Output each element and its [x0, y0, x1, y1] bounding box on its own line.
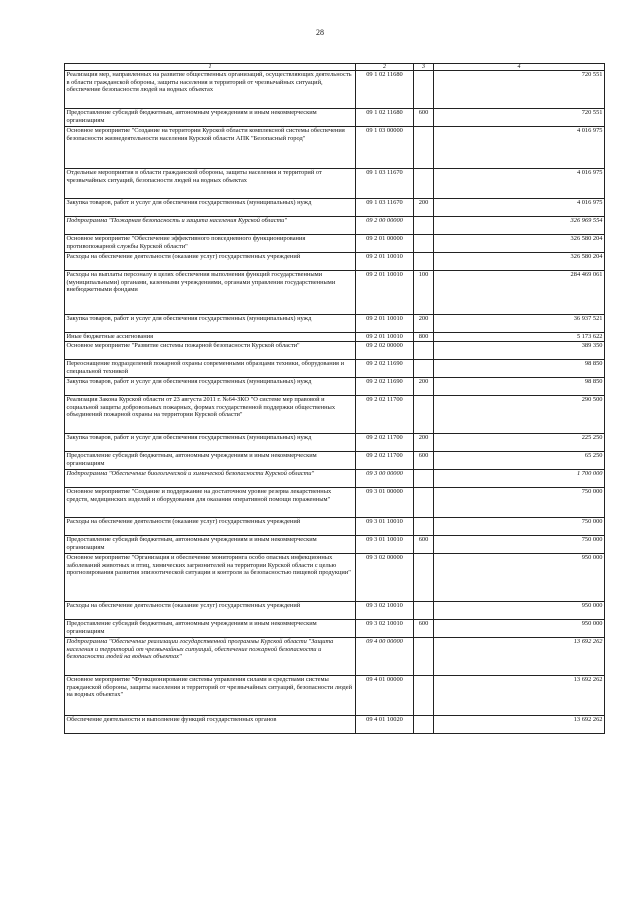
row-sum-cell: 5 173 622	[434, 333, 605, 342]
row-code-cell: 09 2 02 11700	[356, 396, 414, 434]
row-type-cell	[414, 342, 434, 360]
row-code-cell: 09 3 01 00000	[356, 488, 414, 518]
table-row	[65, 536, 605, 554]
row-code-cell: 09 2 02 11690	[356, 360, 414, 378]
table-row	[65, 378, 605, 396]
table-row	[65, 638, 605, 676]
row-code-cell: 09 2 01 10010	[356, 315, 414, 333]
header-cell-type: 3	[414, 64, 434, 71]
row-code-cell: 09 3 02 10010	[356, 602, 414, 620]
row-sum-cell: 750 000	[434, 536, 605, 554]
row-name-cell: Подпрограмма "Пожарная безопасность и защита населения Курской области"	[65, 217, 356, 235]
row-code-cell: 09 3 00 00000	[356, 470, 414, 488]
row-code-cell: 09 2 02 00000	[356, 342, 414, 360]
row-name-cell: Закупка товаров, работ и услуг для обеспечения государственных (муниципальных) нужд	[65, 315, 356, 333]
page-number: 28	[316, 28, 324, 37]
row-code-cell: 09 2 02 11690	[356, 378, 414, 396]
row-sum-cell: 326 580 204	[434, 253, 605, 271]
row-sum-cell: 4 016 975	[434, 127, 605, 169]
row-name-cell: Основное мероприятие "Функционирование системы управления силами и средствами системы гражданской обороны, защиты населения и территорий от чрезвычайных ситуаций, безопасности людей на водных объектах"	[65, 676, 356, 716]
row-name-cell: Отдельные мероприятия в области гражданской обороны, защиты населения и территорий от чрезвычайных ситуаций, безопасности людей на водных объектах	[65, 169, 356, 199]
table-row	[65, 716, 605, 734]
row-type-cell	[414, 127, 434, 169]
row-name-cell: Расходы на выплаты персоналу в целях обеспечения выполнения функций государственными (муниципальными) органами, казенными учреждениями, органами управления государственными внебюджетными фондами	[65, 271, 356, 315]
row-name-cell: Переоснащение подразделений пожарной охраны современными образцами техники, оборудования и специальной техникой	[65, 360, 356, 378]
row-name-cell: Реализация Закона Курской области от 23 августа 2011 г. №64-ЗКО "О системе мер правовой и социальной защиты добровольных пожарных, формах государственной поддержки общественных объединений пожарной охраны на территории Курской области"	[65, 396, 356, 434]
header-row	[65, 64, 605, 71]
row-code-cell: 09 1 02 11680	[356, 71, 414, 109]
row-type-cell	[414, 169, 434, 199]
row-name-cell: Основное мероприятие "Создание на территории Курской области комплексной системы обеспечения безопасности жизнедеятельности населения Курской области АПК "Безопасный город"	[65, 127, 356, 169]
row-type-cell	[414, 602, 434, 620]
row-sum-cell: 1 700 000	[434, 470, 605, 488]
row-name-cell: Расходы на обеспечение деятельности (оказание услуг) государственных учреждений	[65, 253, 356, 271]
row-type-cell	[414, 716, 434, 734]
row-name-cell: Обеспечение деятельности и выполнение функций государственных органов	[65, 716, 356, 734]
row-code-cell: 09 2 00 00000	[356, 217, 414, 235]
row-name-cell: Предоставление субсидий бюджетным, автономным учреждениям и иным некоммерческим организациям	[65, 109, 356, 127]
row-type-cell: 600	[414, 452, 434, 470]
row-name-cell: Подпрограмма "Обеспечение биологической и химической безопасности Курской области"	[65, 470, 356, 488]
row-sum-cell: 950 000	[434, 602, 605, 620]
row-name-cell: Закупка товаров, работ и услуг для обеспечения государственных (муниципальных) нужд	[65, 378, 356, 396]
table-row	[65, 127, 605, 169]
row-type-cell: 600	[414, 109, 434, 127]
row-code-cell: 09 1 03 11670	[356, 199, 414, 217]
row-type-cell: 200	[414, 434, 434, 452]
row-name-cell: Предоставление субсидий бюджетным, автономным учреждениям и иным некоммерческим организациям	[65, 452, 356, 470]
table-row	[65, 315, 605, 333]
row-name-cell: Предоставление субсидий бюджетным, автономным учреждениям и иным некоммерческим организациям	[65, 536, 356, 554]
row-type-cell: 800	[414, 333, 434, 342]
row-code-cell: 09 2 02 11700	[356, 452, 414, 470]
row-name-cell: Основное мероприятие "Создание и поддержание на достаточном уровне резерва лекарственных средств, медицинских изделий и оборудования для оказания оперативной помощи пораженным"	[65, 488, 356, 518]
row-type-cell	[414, 217, 434, 235]
row-sum-cell: 389 350	[434, 342, 605, 360]
row-code-cell: 09 2 02 11700	[356, 434, 414, 452]
row-code-cell: 09 1 02 11680	[356, 109, 414, 127]
row-code-cell: 09 3 01 10010	[356, 518, 414, 536]
row-name-cell: Подпрограмма "Обеспечение реализации государственной программы Курской области "Защита населения и территорий от чрезвычайных ситуаций, обеспечение пожарной безопасности и безопасности людей на водных объектах"	[65, 638, 356, 676]
row-type-cell	[414, 360, 434, 378]
row-sum-cell: 225 250	[434, 434, 605, 452]
row-sum-cell: 13 692 262	[434, 638, 605, 676]
row-sum-cell: 290 500	[434, 396, 605, 434]
row-type-cell	[414, 71, 434, 109]
row-type-cell	[414, 488, 434, 518]
table-body	[65, 71, 605, 734]
row-type-cell	[414, 554, 434, 602]
table-row	[65, 676, 605, 716]
header-cell-code: 2	[356, 64, 414, 71]
row-code-cell: 09 3 02 10010	[356, 620, 414, 638]
row-code-cell: 09 4 01 10020	[356, 716, 414, 734]
table-row	[65, 620, 605, 638]
table-row	[65, 217, 605, 235]
row-sum-cell: 13 692 262	[434, 676, 605, 716]
row-type-cell: 200	[414, 199, 434, 217]
row-sum-cell: 950 000	[434, 554, 605, 602]
row-name-cell: Расходы на обеспечение деятельности (оказание услуг) государственных учреждений	[65, 518, 356, 536]
row-type-cell	[414, 518, 434, 536]
row-sum-cell: 326 580 204	[434, 235, 605, 253]
table-row	[65, 169, 605, 199]
header-cell-sum: 4	[434, 64, 605, 71]
table-row	[65, 360, 605, 378]
row-sum-cell: 720 551	[434, 109, 605, 127]
row-code-cell: 09 3 02 00000	[356, 554, 414, 602]
table-row	[65, 71, 605, 109]
table-row	[65, 434, 605, 452]
row-sum-cell: 4 016 975	[434, 199, 605, 217]
row-type-cell	[414, 676, 434, 716]
row-code-cell: 09 2 01 10010	[356, 271, 414, 315]
table-row	[65, 488, 605, 518]
row-sum-cell: 326 969 554	[434, 217, 605, 235]
table-row	[65, 396, 605, 434]
row-name-cell: Предоставление субсидий бюджетным, автономным учреждениям и иным некоммерческим организациям	[65, 620, 356, 638]
table-row	[65, 109, 605, 127]
row-sum-cell: 13 692 262	[434, 716, 605, 734]
row-code-cell: 09 2 01 00000	[356, 235, 414, 253]
row-name-cell: Расходы на обеспечение деятельности (оказание услуг) государственных учреждений	[65, 602, 356, 620]
row-sum-cell: 4 016 975	[434, 169, 605, 199]
row-sum-cell: 36 937 521	[434, 315, 605, 333]
budget-table	[64, 63, 605, 734]
row-type-cell	[414, 253, 434, 271]
row-type-cell: 100	[414, 271, 434, 315]
row-sum-cell: 98 850	[434, 360, 605, 378]
row-code-cell: 09 2 01 10010	[356, 253, 414, 271]
row-code-cell: 09 2 01 10010	[356, 333, 414, 342]
row-name-cell: Основное мероприятие "Обеспечение эффективного повседневного функционирования противопожарной службы Курской области"	[65, 235, 356, 253]
row-type-cell	[414, 235, 434, 253]
row-code-cell: 09 4 01 00000	[356, 676, 414, 716]
row-code-cell: 09 1 03 11670	[356, 169, 414, 199]
row-name-cell: Основное мероприятие "Развитие системы пожарной безопасности Курской области"	[65, 342, 356, 360]
table-row	[65, 235, 605, 253]
row-type-cell: 600	[414, 536, 434, 554]
row-sum-cell: 720 551	[434, 71, 605, 109]
row-name-cell: Основное мероприятие "Организация и обеспечение мониторинга особо опасных инфекционных заболеваний животных и птиц, химических загрязнителей на территории Курской области с целью прогнозирования развития эпизоотической ситуации и контроля за безопасностью пищевой продукции"	[65, 554, 356, 602]
row-sum-cell: 950 000	[434, 620, 605, 638]
row-sum-cell: 98 850	[434, 378, 605, 396]
row-type-cell: 200	[414, 378, 434, 396]
row-code-cell: 09 3 01 10010	[356, 536, 414, 554]
row-name-cell: Закупка товаров, работ и услуг для обеспечения государственных (муниципальных) нужд	[65, 434, 356, 452]
table-row	[65, 271, 605, 315]
row-sum-cell: 284 469 061	[434, 271, 605, 315]
table-row	[65, 342, 605, 360]
header-cell-name: 1	[65, 64, 356, 71]
row-name-cell: Иные бюджетные ассигнования	[65, 333, 356, 342]
row-type-cell	[414, 638, 434, 676]
row-sum-cell: 750 000	[434, 518, 605, 536]
table-row	[65, 518, 605, 536]
table-row	[65, 602, 605, 620]
row-type-cell	[414, 396, 434, 434]
row-type-cell	[414, 470, 434, 488]
row-type-cell: 600	[414, 620, 434, 638]
row-name-cell: Закупка товаров, работ и услуг для обеспечения государственных (муниципальных) нужд	[65, 199, 356, 217]
table-row	[65, 470, 605, 488]
table-row	[65, 333, 605, 342]
table-row	[65, 554, 605, 602]
row-sum-cell: 65 250	[434, 452, 605, 470]
row-code-cell: 09 1 03 00000	[356, 127, 414, 169]
table-row	[65, 253, 605, 271]
table-row	[65, 452, 605, 470]
table-row	[65, 199, 605, 217]
row-name-cell: Реализация мер, направленных на развитие общественных организаций, осуществляющих деятельность в области гражданской обороны, защиты населения и территорий от чрезвычайных ситуаций, обеспечение безопасности людей на водных объектах	[65, 71, 356, 109]
row-code-cell: 09 4 00 00000	[356, 638, 414, 676]
row-sum-cell: 750 000	[434, 488, 605, 518]
row-type-cell: 200	[414, 315, 434, 333]
